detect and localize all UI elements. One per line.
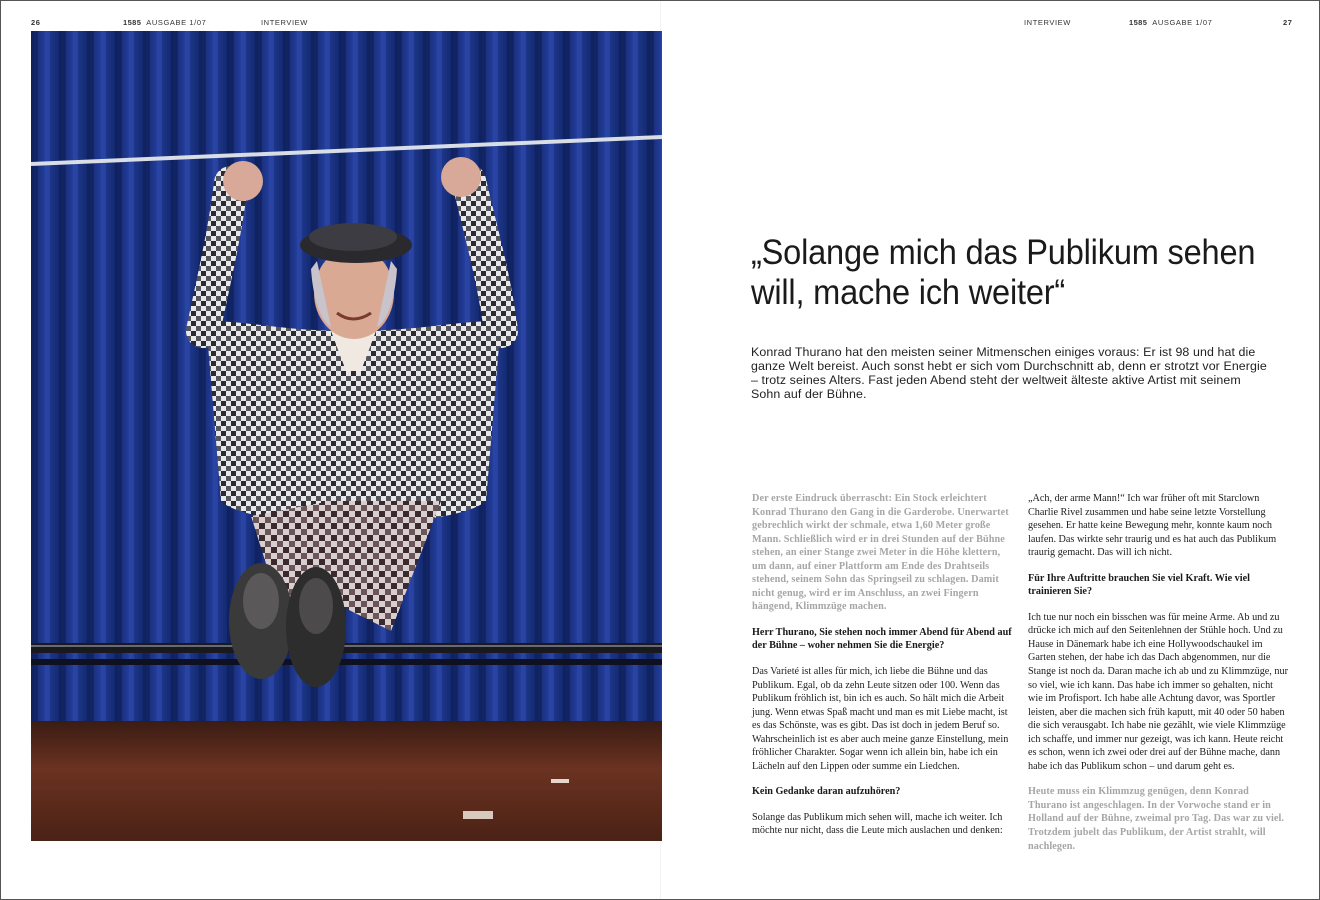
left-page-number: 26 bbox=[31, 18, 41, 27]
performer-photo bbox=[31, 31, 662, 841]
article-headline bbox=[751, 233, 1272, 313]
left-issue-label bbox=[123, 18, 206, 27]
interview-question-1: Herr Thurano, Sie stehen noch immer Abend für Abend auf der Bühne – woher nehmen Sie die Energie? bbox=[752, 626, 1012, 652]
right-section-label: INTERVIEW bbox=[1024, 18, 1071, 27]
right-issue: AUSGABE 1/07 bbox=[1152, 18, 1213, 27]
left-section-label: INTERVIEW bbox=[261, 18, 308, 27]
body-column-2 bbox=[1028, 492, 1290, 865]
right-issue-label bbox=[1129, 18, 1212, 27]
body-column-1 bbox=[752, 492, 1014, 850]
left-issue: AUSGABE 1/07 bbox=[146, 18, 207, 27]
interview-answer-2: Solange das Publikum mich sehen will, mache ich weiter. Ich möchte nur nicht, dass die Leute mich auslachen und denken: bbox=[752, 811, 1003, 837]
article-lede: Konrad Thurano hat den meisten seiner Mitmenschen einiges voraus: Er ist 98 und hat die ganze Welt bereist. Auch sonst hebt er sich vom Durchschnitt ab, denn er strotzt vor Energie – trotz seines Alters. Fast jeden Abend steht der weltweit älteste aktive Artist mit seinem Sohn auf der Bühne. bbox=[751, 345, 1267, 401]
left-magazine-name: 1585 bbox=[123, 18, 142, 27]
article-outro: Heute muss ein Klimmzug genügen, denn Konrad Thurano ist angeschlagen. In der Vorwoche stand er in Holland auf der Bühne, zweimal pro Tag. Das war zu viel. Trotzdem jubelt das Publikum, der Artist strahlt, will nachlegen. bbox=[1028, 786, 1285, 852]
interview-answer-1: Das Varieté ist alles für mich, ich liebe die Bühne und das Publikum. Egal, ob da zehn Leute sitzen oder 100. Wenn das Publikum fröhlich ist, bin ich es auch. So hält mich die Arbeit jung. Wenn etwas Spaß macht und man es mit Liebe macht, ist es das Schönste, was es gibt. Das ist doch in jedem Beruf so. Wahrscheinlich ist es aber auch meine ganze Einstellung, mein fröhlicher Charakter. Sogar wenn ich allein bin, habe ich ein Lächeln auf den Lippen oder summe ein Liedchen. bbox=[752, 666, 1009, 772]
interview-question-3: Für Ihre Auftritte brauchen Sie viel Kraft. Wie viel trainieren Sie? bbox=[1028, 572, 1250, 598]
interview-question-2: Kein Gedanke daran aufzuhören? bbox=[752, 786, 901, 798]
right-page-number: 27 bbox=[1283, 18, 1293, 27]
right-magazine-name: 1585 bbox=[1129, 18, 1148, 27]
trapeze-bar bbox=[31, 643, 662, 653]
headline-line-2: will, mache ich weiter“ bbox=[751, 273, 1066, 312]
article-intro: Der erste Eindruck überrascht: Ein Stock erleichtert Konrad Thurano den Gang in die Garderobe. Unerwartet gebrechlich wirkt der schmale, etwa 1,60 Meter große Mann. Schließlich wird er in drei Stunden auf der Bühne stehen, an einer Stange zwei Meter in die Höhe klettern, um dann, auf einer Plattform am Ende des Drahtseils stehend, seinem Sohn das Springseil zu schlagen. Damit nicht genug, wird er im Anschluss, an zwei Fingern hängend, Klimmzüge machen. bbox=[752, 493, 1009, 613]
interview-answer-3: Ich tue nur noch ein bisschen was für meine Arme. Ab und zu drücke ich mich auf den Seitenlehnen der Stühle hoch. Und zu Hause in Dänemark habe ich eine Hollywoodschaukel im Garten stehen, der habe ich das Dach abgenommen, nur die Stange ist noch da. Daran mache ich ab und zu Klimmzüge, nur so viel, wie ich kann. Das habe ich immer so gehalten, nicht wie im Profisport. Ich habe alle Achtung davor, was Sportler leisten, aber die machen sich früh kaputt, mit 40 oder 50 haben die sich verausgabt. Ich habe nie gezählt, wie viele Klimmzüge ich schaffe, und immer nur gezeigt, was ich kann. Heute reicht es schon, wenn ich zwei oder drei auf der Bühne mache, dann habe ich das Publikum schon – und darum geht es. bbox=[1028, 611, 1288, 772]
headline-line-1: „Solange mich das Publikum sehen bbox=[751, 233, 1256, 272]
interview-answer-2-continued: „Ach, der arme Mann!“ Ich war früher oft mit Starclown Charlie Rivel zusammen und habe seine letzte Vorstellung gesehen. Er hatte keine Bewegung mehr, konnte kaum noch laufen. Das wirkte sehr traurig und es hat auch das Publikum traurig gemacht. Das will ich nicht. bbox=[1028, 493, 1277, 559]
